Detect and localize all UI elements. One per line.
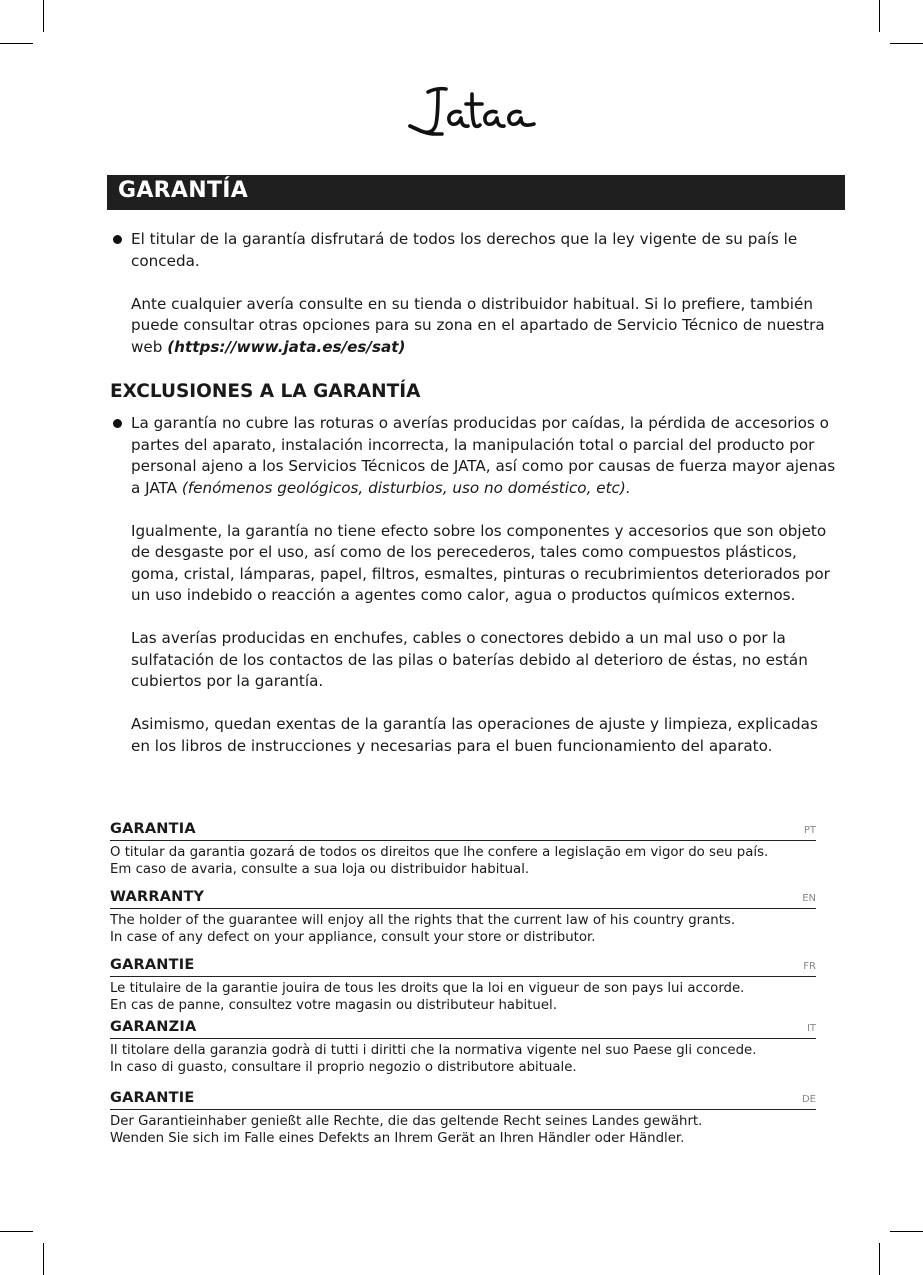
crop-mark bbox=[0, 1231, 33, 1232]
crop-mark bbox=[0, 43, 33, 44]
contact-text: Ante cualquier avería consulte en su tienda o distribuidor habitual. Si lo prefiere, también puede consultar otras opciones para su zona en el apartado de Servicio Técnico de nuestra web bbox=[131, 294, 825, 356]
exclusion-paragraph: Asimismo, quedan exentas de la garantía las operaciones de ajuste y limpieza, explicadas en los libros de instrucciones y necesarias para el buen funcionamiento del aparato. bbox=[131, 715, 818, 755]
language-line: The holder of the guarantee will enjoy all the rights that the current law of his country grants. bbox=[110, 913, 736, 928]
exclusions-heading: EXCLUSIONES A LA GARANTÍA bbox=[110, 381, 421, 402]
language-line: Il titolare della garanzia godrà di tutti i diritti che la normativa vigente nel suo Paese gli concede. bbox=[110, 1043, 757, 1058]
language-code: PT bbox=[803, 825, 816, 836]
language-line: Der Garantieinhaber genießt alle Rechte, die das geltende Recht seines Landes gewährt. bbox=[110, 1114, 703, 1129]
crop-mark bbox=[879, 0, 880, 32]
intro-contact-paragraph bbox=[110, 294, 840, 359]
language-line: O titular da garantia gozará de todos os direitos que lhe confere a legislação em vigor do seu país. bbox=[110, 845, 769, 860]
language-line: Le titulaire de la garantie jouira de tous les droits que la loi en vigueur de son pays lui accorde. bbox=[110, 981, 745, 996]
language-line: Wenden Sie sich im Falle eines Defekts an Ihrem Gerät an Ihren Händler oder Händler. bbox=[110, 1131, 685, 1146]
bullet-icon bbox=[113, 419, 122, 428]
sat-link[interactable]: (https://www.jata.es/es/sat) bbox=[167, 337, 406, 356]
language-block-en bbox=[110, 889, 816, 946]
language-line: En cas de panne, consultez votre magasin ou distributeur habituel. bbox=[110, 998, 557, 1013]
language-block-pt bbox=[110, 821, 816, 878]
exclusion-paragraph: Las averías producidas en enchufes, cables o conectores debido a un mal uso o por la sulfatación de los contactos de las pilas o baterías debido al deterioro de éstas, no están cubiertos por la garantía. bbox=[131, 629, 808, 690]
language-title: GARANTIA bbox=[110, 821, 196, 837]
language-title: GARANTIE bbox=[110, 1090, 195, 1106]
language-title: GARANZIA bbox=[110, 1019, 197, 1035]
language-line: In caso di guasto, consultare il proprio negozio o distributore abituale. bbox=[110, 1060, 577, 1075]
language-block-de bbox=[110, 1090, 816, 1147]
language-code: EN bbox=[802, 893, 816, 904]
language-title: WARRANTY bbox=[110, 889, 205, 905]
exclusion-paragraph: Igualmente, la garantía no tiene efecto sobre los componentes y accesorios que son objeto de desgaste por el uso, así como de los perecederos, tales como compuestos plásticos, goma, cristal, lámparas, papel, filtros, esmaltes, pinturas o recubrimientos deteriorados por un uso indebido o reacción a agentes como calor, agua o productos químicos externos. bbox=[131, 521, 830, 604]
exclusion-text: La garantía no cubre las roturas o averías producidas por caídas, la pérdida de accesorios o partes del aparato, instalación incorrecta, la manipulación total o parcial del producto por personal ajeno a los Servicios Técnicos de JATA, así como por causas de fuerza mayor ajenas a JATA bbox=[131, 414, 836, 497]
language-block-it bbox=[110, 1019, 816, 1076]
language-line: Em caso de avaria, consulte a sua loja ou distribuidor habitual. bbox=[110, 862, 530, 877]
crop-mark bbox=[890, 1231, 923, 1232]
jata-logo bbox=[408, 84, 538, 138]
crop-mark bbox=[43, 0, 44, 32]
language-block-fr bbox=[110, 957, 816, 1014]
intro-paragraph bbox=[110, 229, 840, 272]
bullet-icon bbox=[113, 235, 122, 244]
title-bar bbox=[107, 175, 845, 210]
language-code: FR bbox=[803, 961, 816, 972]
exclusion-examples: (fenómenos geológicos, disturbios, uso no doméstico, etc). bbox=[181, 478, 631, 497]
language-title: GARANTIE bbox=[110, 957, 195, 973]
crop-mark bbox=[43, 1243, 44, 1275]
exclusion-paragraph bbox=[110, 413, 840, 499]
language-code: IT bbox=[806, 1023, 816, 1034]
exclusions-section bbox=[110, 413, 840, 779]
language-line: In case of any defect on your appliance, consult your store or distributor. bbox=[110, 930, 596, 945]
crop-mark bbox=[879, 1243, 880, 1275]
intro-section bbox=[110, 229, 840, 380]
crop-mark bbox=[890, 43, 923, 44]
intro-text: El titular de la garantía disfrutará de todos los derechos que la ley vigente de su país le conceda. bbox=[131, 230, 798, 270]
language-code: DE bbox=[801, 1094, 816, 1105]
page-title: GARANTÍA bbox=[118, 178, 249, 203]
